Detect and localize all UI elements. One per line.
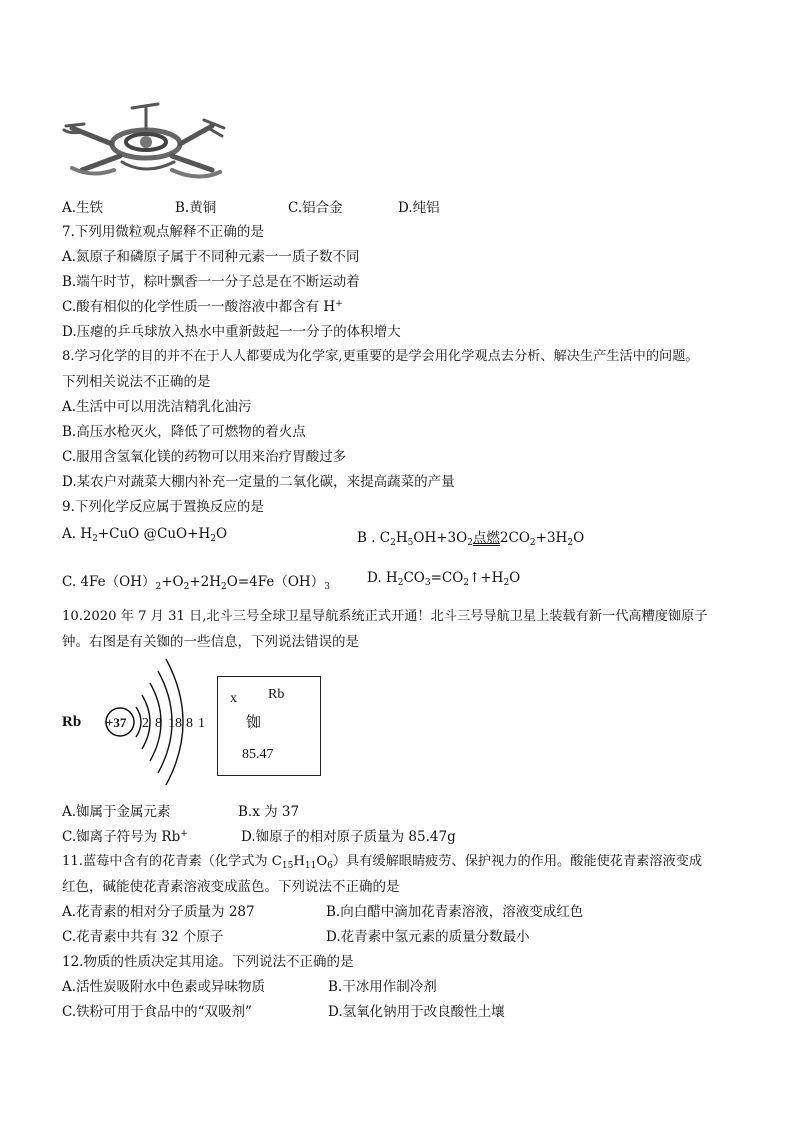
shell-3-electrons: 18 bbox=[168, 716, 182, 731]
q8-stem-line2: 下列相关说法不正确的是 bbox=[62, 374, 211, 390]
q12-option-b: B.干冰用作制冷剂 bbox=[328, 979, 437, 995]
q9-option-b: B . $C_2H_5OH+3O_2$点燃$2CO_2+3H_2O$ bbox=[357, 530, 585, 548]
q11-option-a: A.花青素的相对分子质量为 287 bbox=[62, 904, 255, 920]
q8-option-c: C.服用含氢氧化镁的药物可以用来治疗胃酸过多 bbox=[62, 449, 347, 465]
reaction-condition: 点燃 bbox=[472, 530, 500, 546]
atom-symbol: Rb bbox=[62, 714, 82, 730]
element-info-box bbox=[217, 676, 321, 776]
q6-option-b: B.黄铜 bbox=[175, 200, 217, 216]
q12-option-c: C.铁粉可用于食品中的“双吸剂” bbox=[62, 1004, 252, 1020]
q7-option-d: D.压瘪的乒乓球放入热水中重新鼓起一一分子的体积增大 bbox=[62, 324, 401, 340]
element-symbol: Rb bbox=[268, 687, 285, 702]
nucleus-charge: +37 bbox=[106, 715, 127, 730]
shell-2-electrons: 8 bbox=[155, 716, 162, 731]
atomic-number: x bbox=[230, 691, 237, 706]
q12-option-d: D.氢氧化钠用于改良酸性土壤 bbox=[328, 1004, 505, 1020]
q7-stem: 7.下列用微粒观点解释不正确的是 bbox=[62, 224, 264, 240]
q6-option-c: C.铝合金 bbox=[288, 200, 343, 216]
q9-option-d: D. $H_2CO_3=CO_2↑+H_2O$ bbox=[367, 570, 521, 588]
q10-option-a: A.铷属于金属元素 bbox=[62, 804, 171, 820]
q11-option-c: C.花青素中共有 32 个原子 bbox=[62, 929, 224, 945]
shell-4-electrons: 8 bbox=[186, 716, 193, 731]
q7-option-a: A.氮原子和磷原子属于不同种元素一一质子数不同 bbox=[62, 249, 360, 265]
shell-1-electrons: 2 bbox=[142, 716, 149, 731]
q9-option-a: A. $H_2+CuO$ $@CuO+H_2O$ bbox=[62, 526, 228, 544]
q10-option-d: D.铷原子的相对原子质量为 85.47g bbox=[241, 829, 456, 845]
q10-stem-line2: 钟。右图是有关铷的一些信息，下列说法错误的是 bbox=[62, 634, 359, 650]
q12-stem: 12.物质的性质决定其用途。下列说法不正确的是 bbox=[62, 954, 354, 970]
q11-option-b: B.向白醋中滴加花青素溶液，溶液变成红色 bbox=[326, 904, 584, 920]
q8-stem-line1: 8.学习化学的目的并不在于人人都要成为化学家,更重要的是学会用化学观点去分析、解决生产生活中的问题。 bbox=[62, 349, 699, 364]
atomic-mass: 85.47 bbox=[242, 747, 274, 762]
drone-image bbox=[62, 98, 230, 190]
q11-stem-line2: 红色，碱能使花青素溶液变成蓝色。下列说法不正确的是 bbox=[62, 879, 400, 895]
q10-option-b: B.x 为 37 bbox=[238, 804, 300, 820]
q6-option-a: A.生铁 bbox=[62, 200, 104, 216]
q7-option-b: B.端午时节，粽叶飘香一一分子总是在不断运动着 bbox=[62, 274, 360, 290]
element-name: 铷 bbox=[246, 713, 262, 731]
q11-stem-line1: 11.蓝莓中含有的花青素（化学式为 $C_{15}H_{11}O_6$）具有缓解眼睛疲劳、保护视力的作用。酸能使花青素溶液变成 bbox=[62, 854, 703, 871]
q6-option-d: D.纯铝 bbox=[398, 200, 440, 216]
q10-stem-line1: 10.2020 年 7 月 31 日,北斗三号全球卫星导航系统正式开通！北斗三号导航卫星上装载有新一代高糟度铷原子 bbox=[62, 609, 708, 624]
q8-option-d: D.某农户对蔬菜大棚内补充一定量的二氧化碳，来提高蔬菜的产量 bbox=[62, 474, 455, 490]
q10-option-c: C.铷离子符号为 Rb+ bbox=[62, 829, 188, 845]
q8-option-b: B.高压水枪灭火，降低了可燃物的着火点 bbox=[62, 424, 306, 440]
q8-option-a: A.生活中可以用洗洁精乳化油污 bbox=[62, 399, 252, 415]
shell-5-electrons: 1 bbox=[198, 716, 205, 731]
q7-option-c: C.酸有相似的化学性质一一酸溶液中都含有 H+ bbox=[62, 299, 343, 315]
q12-option-a: A.活性炭吸附水中色素或异味物质 bbox=[62, 979, 266, 995]
q9-stem: 9.下列化学反应属于置换反应的是 bbox=[62, 499, 264, 515]
q9-option-c: C. $4Fe(OH)_2+O_2+2H_2O=4Fe(OH)_3$ bbox=[62, 574, 330, 592]
q11-option-d: D.花青素中氢元素的质量分数最小 bbox=[326, 929, 530, 945]
